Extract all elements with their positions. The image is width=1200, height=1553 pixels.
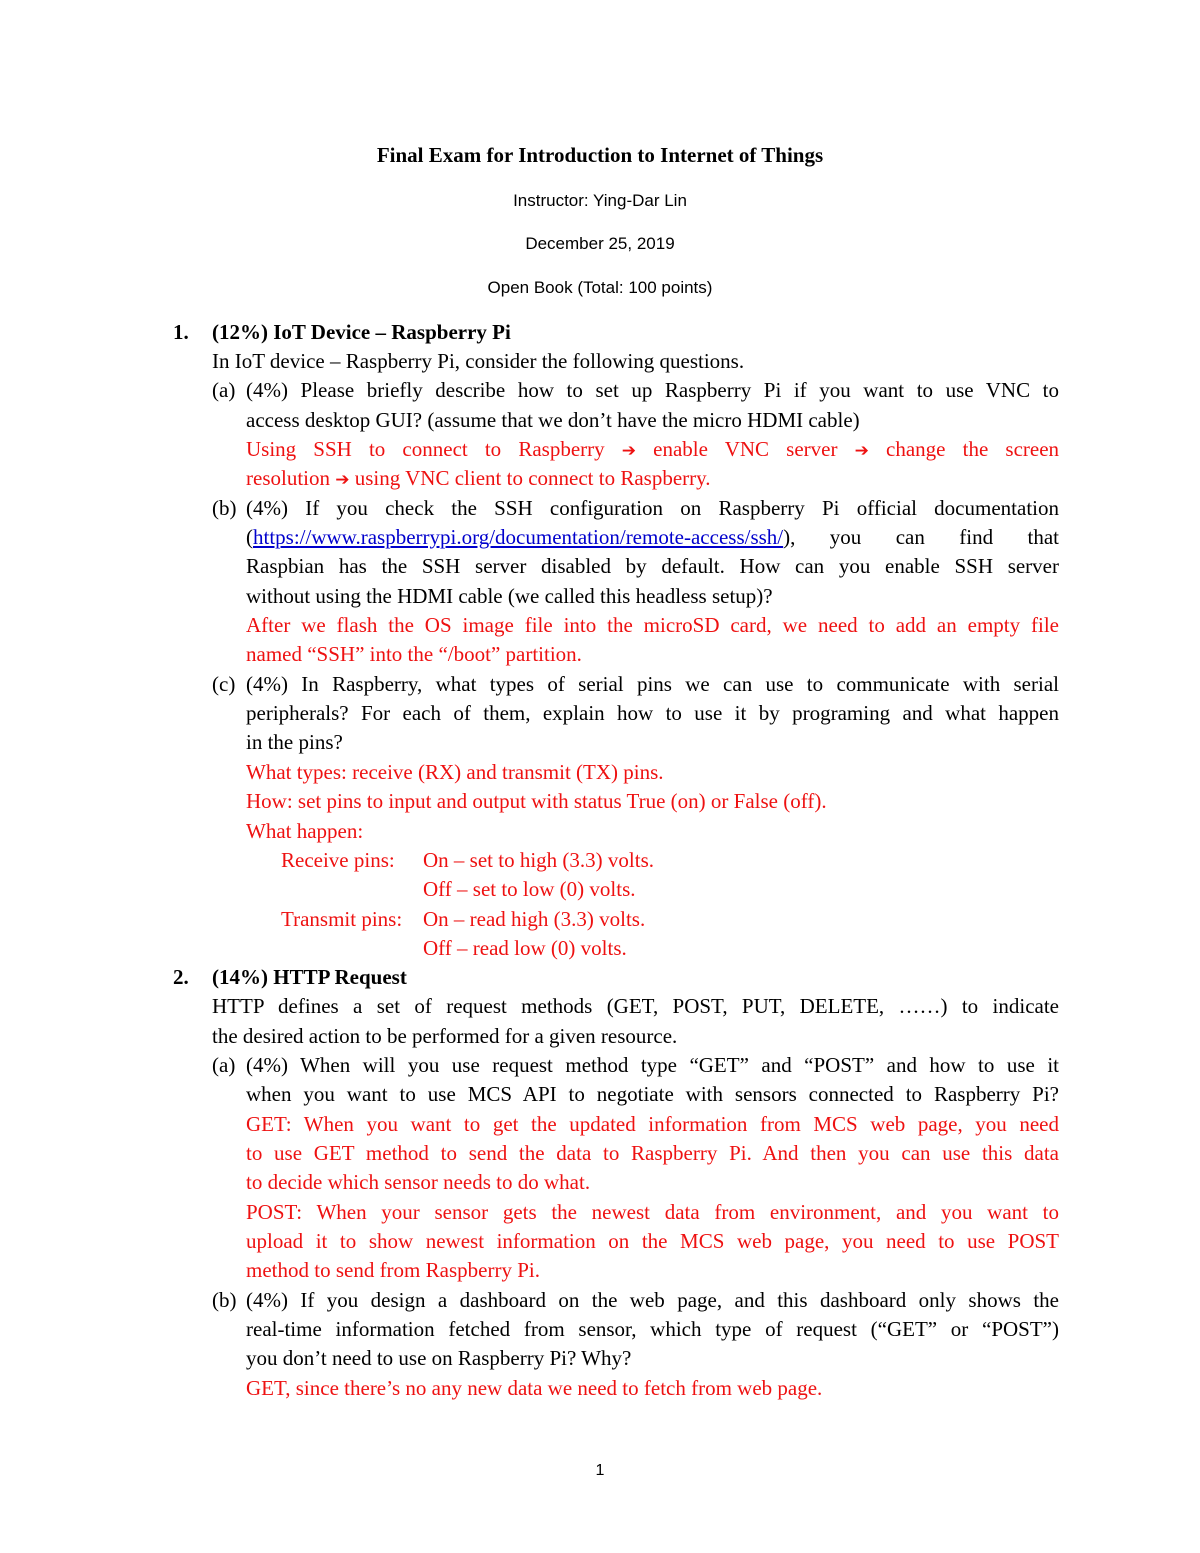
exam-content (0, 318, 1200, 1403)
question-1b-text-2-tail: ), you can find that (783, 525, 1059, 550)
answer-1a-line-1 (246, 435, 1059, 464)
question-2a (0, 1051, 1200, 1286)
exam-info: Open Book (Total: 100 points) (487, 278, 713, 297)
exam-date: December 25, 2019 (525, 234, 675, 253)
receive-off-text: Off – set to low (0) volts. (423, 877, 636, 902)
answer-1b-line-1: After we flash the OS image file into the microSD card, we need to add an empty file (246, 613, 1059, 638)
question-2b (0, 1286, 1200, 1403)
answer-1b-line-2: named “SSH” into the “/boot” partition. (246, 642, 582, 667)
answer-1c-how: How: set pins to input and output with status True (on) or False (off). (246, 789, 827, 814)
answer-1c-transmit-on (246, 905, 1059, 934)
exam-title: Final Exam for Introduction to Internet of Things (376, 143, 824, 167)
question-1b-text-1: (4%) If you check the SSH configuration on Raspberry Pi official documentation (246, 495, 1059, 520)
answer-2a-post-1: POST: When your sensor gets the newest data from environment, and you want to (246, 1199, 1059, 1224)
answer-2a-post-3: method to send from Raspberry Pi. (246, 1258, 540, 1283)
answer-1c-transmit-off (246, 934, 1059, 963)
ssh-docs-link[interactable]: https://www.raspberrypi.org/documentation/remote-access/ssh/ (253, 525, 784, 550)
answer-2a-post-2: upload it to show newest information on the MCS web page, you need to use POST (246, 1228, 1059, 1253)
answer-2a-get-2: to use GET method to send the data to Raspberry Pi. And then you can use this data (246, 1140, 1059, 1165)
question-2b-text-3: you don’t need to use on Raspberry Pi? Why? (246, 1346, 632, 1371)
answer-1c-types: What types: receive (RX) and transmit (TX) pins. (246, 759, 664, 784)
question-2a-text-1: (4%) When will you use request method type “GET” and “POST” and how to use it (246, 1052, 1059, 1077)
answer-1c-receive-off (246, 875, 1059, 904)
question-1b-text-2 (246, 523, 1059, 552)
question-1b (0, 494, 1200, 670)
question-2b-text-2: real-time information fetched from sensor, which type of request (“GET” or “POST”) (246, 1317, 1059, 1341)
question-2-intro-2: the desired action to be performed for a given resource. (212, 1023, 678, 1048)
question-1b-label: (b) (212, 495, 237, 520)
transmit-off-text: Off – read low (0) volts. (423, 935, 627, 960)
question-1a-label: (a) (212, 378, 236, 403)
question-1a-text-2: access desktop GUI? (assume that we don’t have the micro HDMI cable) (246, 407, 860, 432)
question-1-intro: In IoT device – Raspberry Pi, consider the following questions. (212, 349, 745, 373)
question-2a-text-2: when you want to use MCS API to negotiate with sensors connected to Raspberry Pi? (246, 1082, 1059, 1107)
question-1c-text-3: in the pins? (246, 730, 343, 755)
question-2-title: (14%) HTTP Request (212, 965, 407, 990)
question-1c (0, 670, 1200, 963)
answer-1a-step-3: change the screen (886, 437, 1060, 462)
question-2b-label: (b) (212, 1287, 237, 1312)
transmit-on-text: On – read high (3.3) volts. (423, 906, 646, 931)
arrow-right-icon: ➔ (621, 441, 637, 462)
answer-1a-step-4: using VNC client to connect to Raspberry. (354, 466, 711, 491)
question-2b-text-1: (4%) If you design a dashboard on the web page, and this dashboard only shows the (246, 1287, 1059, 1312)
arrow-right-icon: ➔ (854, 441, 869, 462)
instructor-line: Instructor: Ying-Dar Lin (513, 191, 687, 210)
question-1-title: (12%) IoT Device – Raspberry Pi (212, 320, 511, 344)
question-1a-text-1: (4%) Please briefly describe how to set up Raspberry Pi if you want to use VNC to (246, 378, 1059, 403)
question-1a (0, 376, 1200, 493)
answer-1a-line-2 (246, 464, 1059, 493)
answer-2a-get-1: GET: When you want to get the updated information from MCS web page, you need (246, 1111, 1059, 1136)
answer-2b-line-1: GET, since there’s no any new data we need to fetch from web page. (246, 1375, 823, 1400)
question-1-number: 1. (173, 320, 189, 344)
question-1-heading (0, 318, 1200, 347)
page-number: 1 (595, 1462, 605, 1479)
question-1b-text-3: Raspbian has the SSH server disabled by default. How can you enable SSH server (246, 554, 1059, 579)
answer-2a-get-3: to decide which sensor needs to do what. (246, 1170, 591, 1195)
transmit-pins-label: Transmit pins: (281, 906, 403, 931)
receive-pins-label: Receive pins: (281, 847, 395, 872)
answer-1a-step-2: enable VNC server (653, 437, 838, 462)
question-2-intro-1: HTTP defines a set of request methods (GET, POST, PUT, DELETE, ……) to indicate (212, 994, 1059, 1019)
question-1c-label: (c) (212, 671, 236, 696)
question-2a-label: (a) (212, 1052, 236, 1077)
question-2-heading (0, 963, 1200, 992)
answer-1a-step-1: Using SSH to connect to Raspberry (246, 437, 605, 462)
arrow-right-icon: ➔ (335, 470, 350, 491)
answer-1c-receive-on (246, 846, 1059, 875)
question-2-number: 2. (173, 965, 189, 990)
answer-1a-step-3b: resolution (246, 466, 330, 491)
question-1c-text-2: peripherals? For each of them, explain how to use it by programing and what happen (246, 701, 1059, 726)
question-1b-text-4: without using the HDMI cable (we called this headless setup)? (246, 583, 773, 608)
question-1c-text-1: (4%) In Raspberry, what types of serial pins we can use to communicate with serial (246, 671, 1059, 696)
answer-1c-what: What happen: (246, 818, 364, 843)
paren-open: ( (246, 525, 253, 550)
receive-on-text: On – set to high (3.3) volts. (423, 847, 654, 872)
